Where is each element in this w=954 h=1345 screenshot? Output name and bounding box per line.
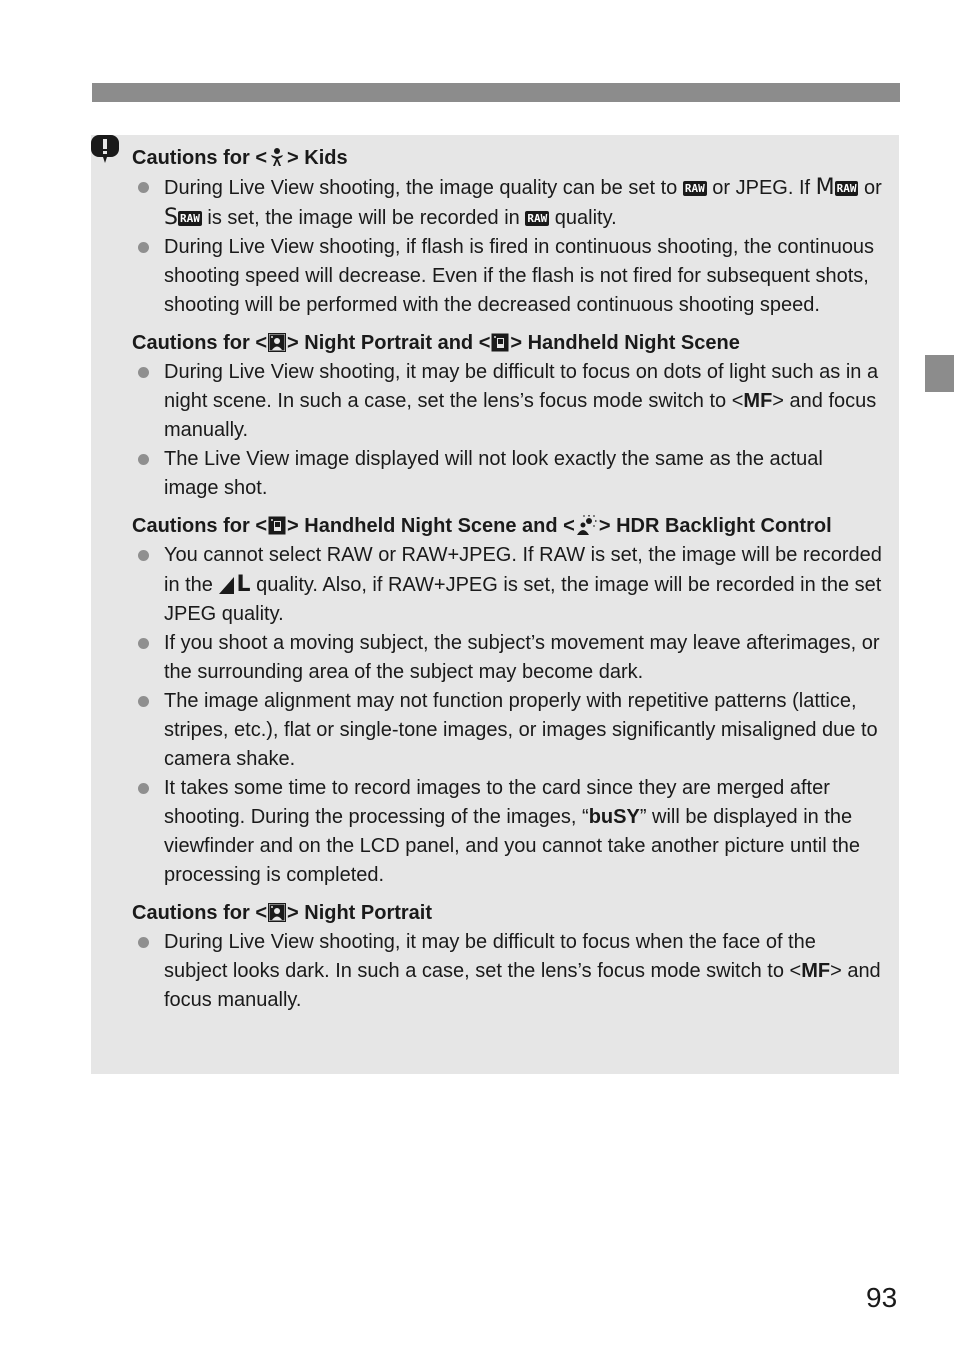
item-text: quality. Also, if RAW+JPEG is set, the image will be recorded in the set JPEG quality. <box>164 574 882 625</box>
title-text: > Handheld Night Scene and < <box>287 515 575 537</box>
title-text: > Kids <box>287 147 348 169</box>
item-text: > and focus manually. <box>164 960 881 1011</box>
section-kids <box>132 144 882 320</box>
item-bold-text: buSY <box>588 806 640 828</box>
item-text: You cannot select RAW or RAW+JPEG. If RAW is set, the image will be recorded in the <box>164 544 882 596</box>
raw-icon: RAW <box>527 212 548 225</box>
item-text: is set, the image will be recorded in <box>201 207 526 229</box>
item-text: or <box>858 177 882 199</box>
list-item <box>132 629 882 687</box>
list-item <box>132 445 882 503</box>
title-text: Cautions for < <box>132 902 268 924</box>
title-text: > Handheld Night Scene <box>510 332 740 354</box>
item-bold-text: MF <box>743 390 773 412</box>
bullet-icon <box>138 367 149 378</box>
bullet-icon <box>138 638 149 649</box>
item-text: During Live View shooting, the image quality can be set to <box>164 177 683 199</box>
night-portrait-icon <box>268 903 286 922</box>
night-portrait-icon <box>268 333 286 352</box>
caution-content <box>132 144 882 1024</box>
title-text: Cautions for < <box>132 332 268 354</box>
raw-icon: RAW <box>179 212 200 225</box>
section-title <box>132 144 882 173</box>
title-text: > Night Portrait <box>287 902 433 924</box>
item-text: or JPEG. If <box>706 177 816 199</box>
handheld-night-scene-icon <box>268 516 286 535</box>
item-text: ” will be displayed in the viewfinder and on the LCD panel, and you cannot take another picture until the processing is completed. <box>164 806 861 886</box>
list-item <box>132 687 882 774</box>
list-item <box>132 358 882 445</box>
raw-icon: RAW <box>684 182 705 195</box>
bullet-icon <box>138 242 149 253</box>
bullet-icon <box>138 937 149 948</box>
item-text: The image alignment may not function properly with repetitive patterns (lattice, stripes, etc.), flat or single-tone images, or images significantly misaligned due to camera shake. <box>164 690 878 770</box>
section-handheld-hdr <box>132 512 882 890</box>
page-number: 93 <box>866 1282 898 1313</box>
item-text: If you shoot a moving subject, the subject’s movement may leave afterimages, or the surrounding area of the subject may become dark. <box>164 632 880 683</box>
item-bold-text: MF <box>801 960 831 982</box>
bullet-icon <box>138 550 149 561</box>
medium-size-icon: M <box>815 175 835 200</box>
bullet-icon <box>138 454 149 465</box>
small-size-icon: S <box>164 205 178 230</box>
section-night-portrait <box>132 899 882 1015</box>
list-item <box>132 173 882 233</box>
title-text: Cautions for < <box>132 515 268 537</box>
list-item <box>132 774 882 890</box>
bullet-icon <box>138 783 149 794</box>
handheld-night-scene-icon <box>491 333 509 352</box>
item-text: The Live View image displayed will not look exactly the same as the actual image shot. <box>164 448 823 499</box>
item-text: During Live View shooting, if flash is fired in continuous shooting, the continuous shooting speed will decrease. Even if the flash is not fired for subsequent shots, shooting will be performed with the decreased continuous shooting speed. <box>164 236 875 316</box>
section-title <box>132 329 882 358</box>
kids-icon <box>268 147 286 167</box>
title-text: Cautions for < <box>132 147 268 169</box>
chapter-tab <box>925 355 954 392</box>
caution-icon <box>91 135 119 163</box>
item-text: quality. <box>549 207 617 229</box>
section-night-portrait-handheld <box>132 329 882 503</box>
list-item <box>132 928 882 1015</box>
item-text: > and focus manually. <box>164 390 877 441</box>
list-item <box>132 233 882 320</box>
large-size-icon: L <box>236 572 251 597</box>
bullet-icon <box>138 182 149 193</box>
section-title <box>132 899 882 928</box>
item-text: During Live View shooting, it may be difficult to focus on dots of light such as in a night scene. In such a case, set the lens’s focus mode switch to < <box>164 361 879 412</box>
item-text: It takes some time to record images to the card since they are merged after shooting. During the processing of the images, “ <box>164 777 830 828</box>
title-text: > HDR Backlight Control <box>598 515 832 537</box>
hdr-backlight-icon <box>576 515 598 535</box>
caution-box <box>91 135 899 1074</box>
title-text: > Night Portrait and < <box>287 332 491 354</box>
raw-icon: RAW <box>836 182 857 195</box>
header-bar <box>92 83 900 102</box>
list-item <box>132 541 882 629</box>
fine-quality-icon <box>219 576 235 594</box>
item-text: During Live View shooting, it may be difficult to focus when the face of the subject looks dark. In such a case, set the lens’s focus mode switch to < <box>164 931 816 982</box>
bullet-icon <box>138 696 149 707</box>
section-title <box>132 512 882 541</box>
